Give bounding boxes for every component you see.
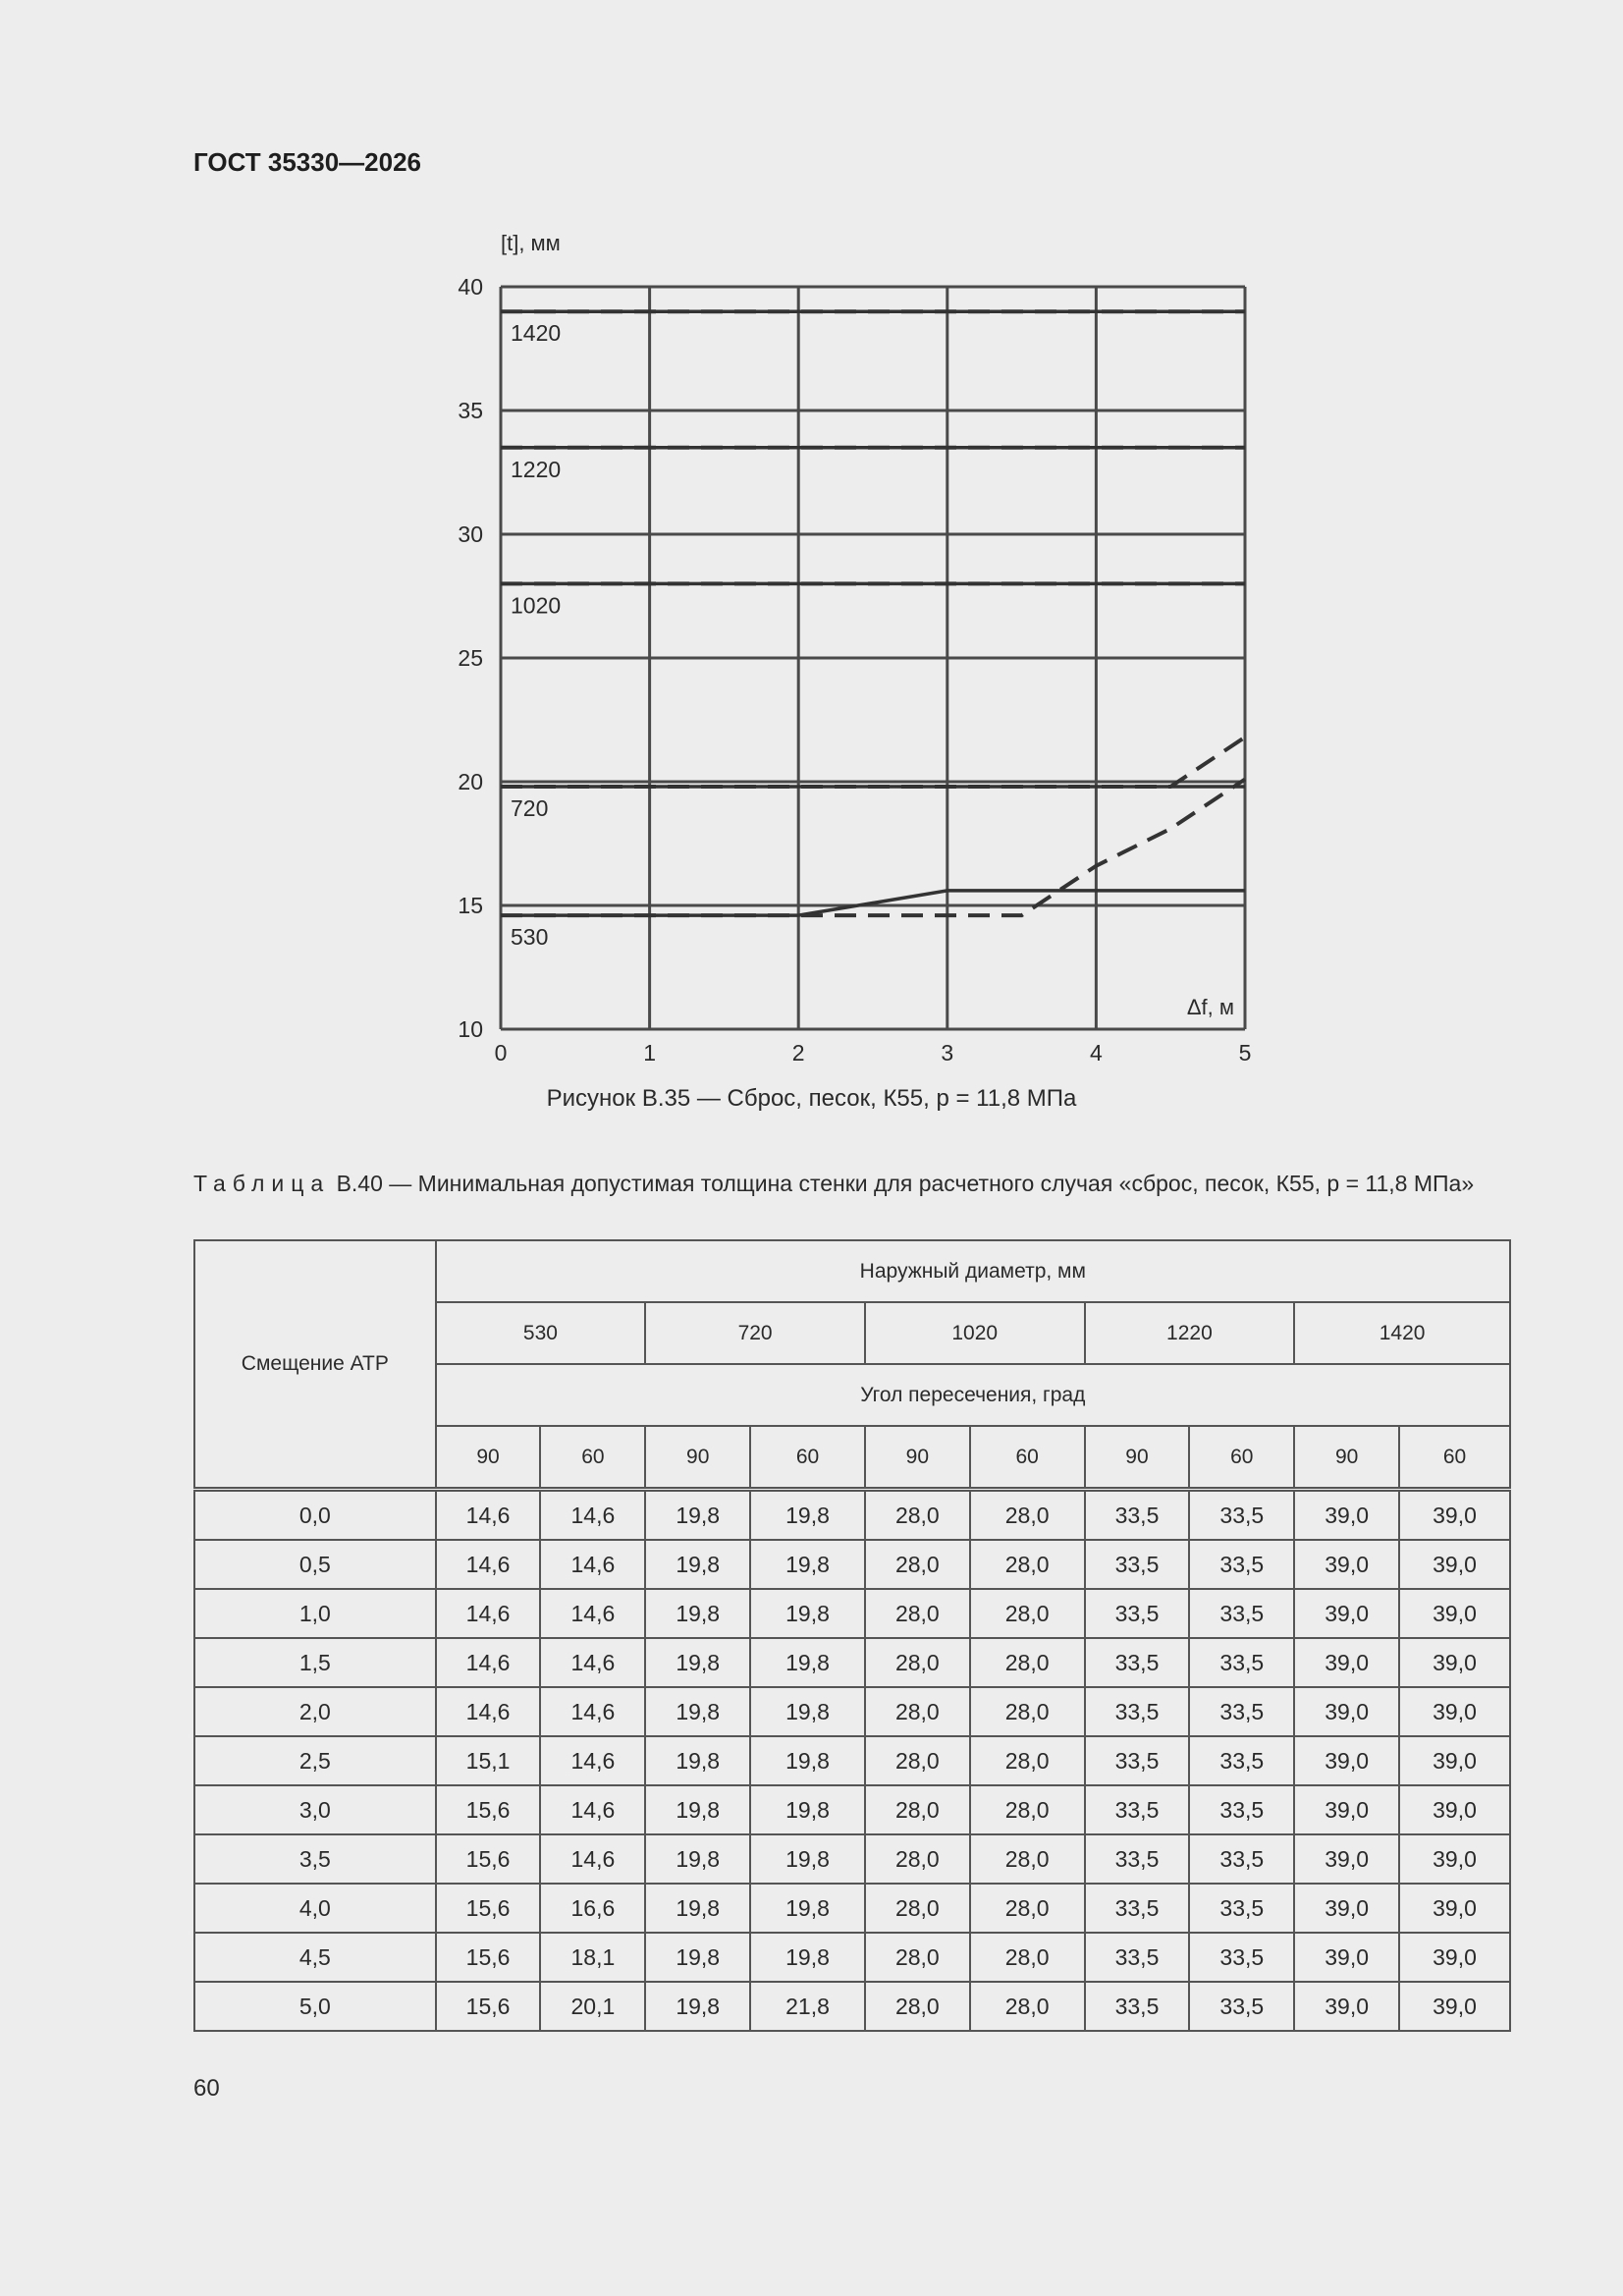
thickness-cell: 14,6 [540, 1589, 645, 1638]
thickness-cell: 39,0 [1294, 1687, 1399, 1736]
thickness-cell: 28,0 [970, 1933, 1085, 1982]
curve-label: 1420 [511, 320, 562, 347]
table-row [194, 1638, 1510, 1687]
thickness-cell: 39,0 [1294, 1736, 1399, 1785]
thickness-cell: 39,0 [1399, 1785, 1510, 1834]
thickness-cell: 28,0 [970, 1982, 1085, 2031]
thickness-cell: 19,8 [645, 1638, 750, 1687]
header-angle: 60 [1189, 1426, 1294, 1490]
thickness-cell: 28,0 [865, 1736, 970, 1785]
y-tick-label: 40 [458, 274, 483, 300]
thickness-cell: 15,6 [436, 1884, 541, 1933]
header-angle: 90 [436, 1426, 541, 1490]
thickness-cell: 28,0 [970, 1687, 1085, 1736]
table-row [194, 1834, 1510, 1884]
y-tick-label: 20 [458, 769, 483, 794]
thickness-cell: 28,0 [865, 1834, 970, 1884]
header-crossing-angle: Угол пересечения, град [436, 1364, 1510, 1426]
thickness-cell: 21,8 [750, 1982, 865, 2031]
thickness-cell: 39,0 [1294, 1490, 1399, 1541]
header-diameter: 1020 [865, 1302, 1085, 1364]
thickness-cell: 33,5 [1189, 1785, 1294, 1834]
thickness-cell: 20,1 [540, 1982, 645, 2031]
curve-label: 1220 [511, 456, 562, 482]
header-angle: 60 [1399, 1426, 1510, 1490]
thickness-cell: 39,0 [1294, 1540, 1399, 1589]
thickness-cell: 14,6 [540, 1638, 645, 1687]
chart-tick-labels [458, 274, 1251, 1066]
thickness-cell: 15,6 [436, 1834, 541, 1884]
thickness-cell: 19,8 [645, 1933, 750, 1982]
x-tick-label: 1 [643, 1040, 656, 1066]
thickness-cell: 28,0 [865, 1982, 970, 2031]
thickness-cell: 33,5 [1085, 1933, 1190, 1982]
x-tick-label: 0 [494, 1040, 508, 1066]
curve-label: 720 [511, 795, 549, 822]
thickness-cell: 19,8 [750, 1884, 865, 1933]
thickness-cell: 39,0 [1294, 1884, 1399, 1933]
thickness-cell: 39,0 [1399, 1884, 1510, 1933]
offset-cell: 4,0 [194, 1884, 436, 1933]
thickness-cell: 28,0 [865, 1884, 970, 1933]
thickness-cell: 33,5 [1085, 1540, 1190, 1589]
thickness-cell: 39,0 [1294, 1982, 1399, 2031]
offset-cell: 2,0 [194, 1687, 436, 1736]
thickness-cell: 33,5 [1189, 1884, 1294, 1933]
thickness-cell: 39,0 [1399, 1982, 1510, 2031]
thickness-cell: 33,5 [1085, 1638, 1190, 1687]
thickness-cell: 39,0 [1294, 1933, 1399, 1982]
thickness-cell: 19,8 [645, 1834, 750, 1884]
chart-curve-labels [511, 320, 561, 950]
page-number: 60 [193, 2075, 220, 2102]
thickness-cell: 28,0 [970, 1540, 1085, 1589]
offset-cell: 2,5 [194, 1736, 436, 1785]
thickness-cell: 39,0 [1399, 1490, 1510, 1541]
thickness-cell: 15,1 [436, 1736, 541, 1785]
thickness-cell: 28,0 [865, 1638, 970, 1687]
thickness-cell: 39,0 [1294, 1638, 1399, 1687]
chart-series [501, 311, 1245, 915]
y-tick-label: 15 [458, 893, 483, 918]
thickness-cell: 39,0 [1399, 1687, 1510, 1736]
thickness-cell: 14,6 [436, 1490, 541, 1541]
thickness-cell: 19,8 [645, 1884, 750, 1933]
thickness-cell: 33,5 [1189, 1490, 1294, 1541]
thickness-cell: 33,5 [1189, 1540, 1294, 1589]
thickness-cell: 19,8 [645, 1589, 750, 1638]
figure-caption: Рисунок В.35 — Сброс, песок, К55, p = 11,8 МПа [546, 1085, 1077, 1112]
thickness-cell: 33,5 [1085, 1982, 1190, 2031]
thickness-cell: 33,5 [1085, 1834, 1190, 1884]
thickness-cell: 19,8 [645, 1687, 750, 1736]
thickness-cell: 19,8 [645, 1982, 750, 2031]
table-row [194, 1785, 1510, 1834]
thickness-table [193, 1239, 1511, 2032]
thickness-cell: 19,8 [750, 1687, 865, 1736]
thickness-cell: 19,8 [750, 1736, 865, 1785]
chart-grid [501, 287, 1245, 1029]
y-tick-label: 25 [458, 645, 483, 671]
table-row [194, 1589, 1510, 1638]
thickness-cell: 28,0 [865, 1687, 970, 1736]
header-angle: 90 [1294, 1426, 1399, 1490]
x-tick-label: 4 [1090, 1040, 1103, 1066]
document-id: ГОСТ 35330—2026 [193, 147, 421, 177]
header-angle: 60 [540, 1426, 645, 1490]
thickness-cell: 39,0 [1399, 1638, 1510, 1687]
table-body [194, 1490, 1510, 2032]
header-diameter: 530 [436, 1302, 646, 1364]
thickness-cell: 19,8 [750, 1490, 865, 1541]
thickness-cell: 28,0 [970, 1638, 1085, 1687]
table-row [194, 1540, 1510, 1589]
thickness-cell: 19,8 [750, 1540, 865, 1589]
thickness-cell: 33,5 [1085, 1884, 1190, 1933]
thickness-cell: 28,0 [865, 1540, 970, 1589]
thickness-cell: 33,5 [1085, 1589, 1190, 1638]
x-tick-label: 5 [1238, 1040, 1252, 1066]
series-line-530-60 [501, 779, 1245, 915]
y-tick-label: 10 [458, 1016, 483, 1042]
thickness-cell: 14,6 [540, 1736, 645, 1785]
table-title-text: В.40 — Минимальная допустимая толщина стенки для расчетного случая «сброс, песок, К55, p = 11,8 МПа» [330, 1171, 1475, 1196]
offset-cell: 5,0 [194, 1982, 436, 2031]
thickness-cell: 15,6 [436, 1785, 541, 1834]
thickness-cell: 39,0 [1399, 1736, 1510, 1785]
header-diameter: 1220 [1085, 1302, 1295, 1364]
thickness-cell: 39,0 [1399, 1834, 1510, 1884]
table-row [194, 1982, 1510, 2031]
thickness-cell: 39,0 [1399, 1540, 1510, 1589]
thickness-cell: 33,5 [1189, 1687, 1294, 1736]
x-tick-label: 3 [941, 1040, 954, 1066]
thickness-cell: 14,6 [540, 1687, 645, 1736]
thickness-cell: 19,8 [645, 1490, 750, 1541]
thickness-cell: 33,5 [1189, 1982, 1294, 2031]
offset-cell: 0,0 [194, 1490, 436, 1541]
thickness-cell: 19,8 [750, 1785, 865, 1834]
header-angle: 60 [970, 1426, 1085, 1490]
thickness-cell: 33,5 [1189, 1834, 1294, 1884]
thickness-cell: 15,6 [436, 1982, 541, 2031]
thickness-cell: 33,5 [1085, 1490, 1190, 1541]
offset-cell: 1,5 [194, 1638, 436, 1687]
header-angle: 90 [865, 1426, 970, 1490]
x-tick-label: 2 [791, 1040, 805, 1066]
thickness-cell: 39,0 [1294, 1834, 1399, 1884]
offset-cell: 0,5 [194, 1540, 436, 1589]
header-angle: 60 [750, 1426, 865, 1490]
thickness-cell: 14,6 [436, 1540, 541, 1589]
row-header-offset: Смещение АТР [194, 1240, 436, 1490]
table-title-lead: Таблица [193, 1171, 331, 1196]
thickness-cell: 33,5 [1189, 1933, 1294, 1982]
header-angle: 90 [645, 1426, 750, 1490]
thickness-cell: 14,6 [540, 1834, 645, 1884]
thickness-cell: 14,6 [436, 1687, 541, 1736]
header-outer-diameter: Наружный диаметр, мм [436, 1240, 1510, 1302]
thickness-cell: 19,8 [750, 1589, 865, 1638]
thickness-cell: 16,6 [540, 1884, 645, 1933]
thickness-cell: 19,8 [750, 1638, 865, 1687]
thickness-cell: 28,0 [865, 1933, 970, 1982]
thickness-cell: 39,0 [1399, 1933, 1510, 1982]
thickness-cell: 28,0 [865, 1490, 970, 1541]
thickness-cell: 19,8 [750, 1834, 865, 1884]
offset-cell: 3,5 [194, 1834, 436, 1884]
thickness-cell: 14,6 [540, 1540, 645, 1589]
thickness-cell: 28,0 [970, 1589, 1085, 1638]
header-angle: 90 [1085, 1426, 1190, 1490]
thickness-cell: 39,0 [1399, 1589, 1510, 1638]
thickness-cell: 19,8 [645, 1785, 750, 1834]
thickness-cell: 28,0 [970, 1884, 1085, 1933]
thickness-cell: 19,8 [645, 1736, 750, 1785]
thickness-cell: 18,1 [540, 1933, 645, 1982]
offset-cell: 1,0 [194, 1589, 436, 1638]
thickness-cell: 14,6 [436, 1589, 541, 1638]
table-row [194, 1884, 1510, 1933]
curve-label: 1020 [511, 592, 562, 619]
thickness-cell: 33,5 [1085, 1736, 1190, 1785]
curve-label: 530 [511, 924, 549, 951]
thickness-cell: 15,6 [436, 1933, 541, 1982]
thickness-cell: 39,0 [1294, 1785, 1399, 1834]
series-line-720-60 [501, 738, 1245, 787]
thickness-cell: 19,8 [645, 1540, 750, 1589]
table-row [194, 1933, 1510, 1982]
thickness-cell: 33,5 [1189, 1736, 1294, 1785]
thickness-cell: 28,0 [970, 1490, 1085, 1541]
thickness-cell: 28,0 [865, 1785, 970, 1834]
thickness-cell: 33,5 [1085, 1785, 1190, 1834]
y-tick-label: 35 [458, 398, 483, 423]
thickness-cell: 33,5 [1189, 1589, 1294, 1638]
thickness-cell: 28,0 [970, 1736, 1085, 1785]
thickness-cell: 33,5 [1085, 1687, 1190, 1736]
thickness-cell: 14,6 [540, 1490, 645, 1541]
table-title [193, 1169, 1509, 1198]
header-diameter: 720 [645, 1302, 865, 1364]
offset-cell: 4,5 [194, 1933, 436, 1982]
y-axis-label: [t], мм [501, 231, 561, 255]
x-axis-label: Δf, м [1186, 995, 1234, 1019]
y-tick-label: 30 [458, 521, 483, 547]
thickness-cell: 14,6 [540, 1785, 645, 1834]
thickness-cell: 14,6 [436, 1638, 541, 1687]
thickness-cell: 19,8 [750, 1933, 865, 1982]
series-line-530-90 [501, 891, 1245, 915]
thickness-cell: 28,0 [970, 1785, 1085, 1834]
thickness-cell: 39,0 [1294, 1589, 1399, 1638]
thickness-chart [432, 216, 1276, 1120]
thickness-cell: 28,0 [865, 1589, 970, 1638]
table-row [194, 1687, 1510, 1736]
header-diameter: 1420 [1294, 1302, 1510, 1364]
thickness-cell: 28,0 [970, 1834, 1085, 1884]
offset-cell: 3,0 [194, 1785, 436, 1834]
thickness-cell: 33,5 [1189, 1638, 1294, 1687]
table-row [194, 1490, 1510, 1541]
table-row [194, 1736, 1510, 1785]
